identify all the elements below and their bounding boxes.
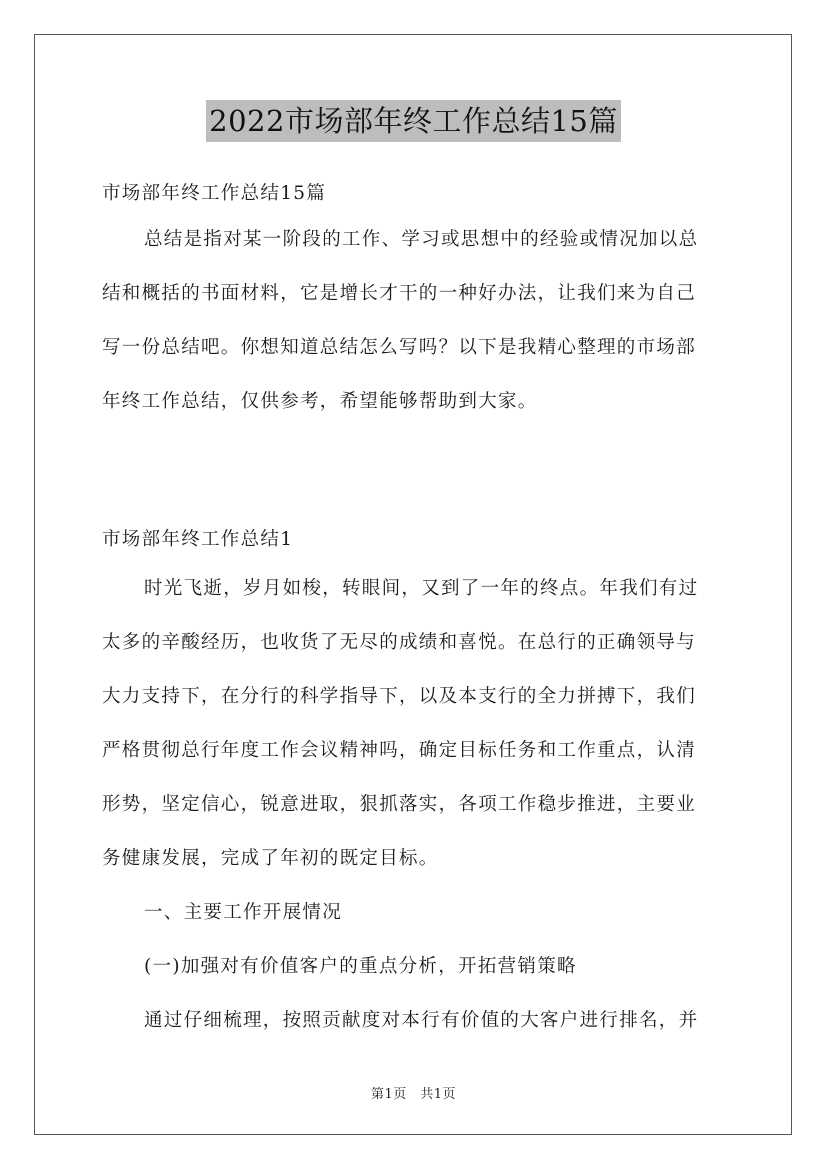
page-footer xyxy=(0,1083,827,1102)
spacer xyxy=(102,429,728,518)
intro-line: 总结是指对某一阶段的工作、学习或思想中的经验或情况加以总 xyxy=(144,229,699,250)
intro-line: 写一份总结吧。你想知道总结怎么写吗？以下是我精心整理的市场部 xyxy=(102,337,697,358)
heading-level-2: (一)加强对有价值客户的重点分析，开拓营销策略 xyxy=(144,956,577,977)
body-paragraph xyxy=(102,562,728,1048)
body-line: 时光飞逝，岁月如梭，转眼间，又到了一年的终点。年我们有过 xyxy=(144,578,699,599)
document-title[interactable]: 2022市场部年终工作总结15篇 xyxy=(206,100,621,142)
intro-line: 结和概括的书面材料，它是增长才干的一种好办法，让我们来为自己 xyxy=(102,283,697,304)
heading-level-1: 一、主要工作开展情况 xyxy=(144,902,343,923)
intro-line: 年终工作总结，仅供参考，希望能够帮助到大家。 xyxy=(102,391,538,412)
body-line: 形势，坚定信心，锐意进取，狠抓落实，各项工作稳步推进，主要业 xyxy=(102,794,697,815)
subtitle: 市场部年终工作总结15篇 xyxy=(102,183,327,204)
page-number: 第1页 共1页 xyxy=(370,1087,457,1102)
body-line: 务健康发展，完成了年初的既定目标。 xyxy=(102,848,439,869)
title-container xyxy=(0,100,827,142)
body-line: 大力支持下，在分行的科学指导下，以及本支行的全力拼搏下，我们 xyxy=(102,686,697,707)
intro-paragraph xyxy=(102,213,728,429)
body-line: 太多的辛酸经历，也收货了无尽的成绩和喜悦。在总行的正确领导与 xyxy=(102,632,697,653)
body-line: 通过仔细梳理，按照贡献度对本行有价值的大客户进行排名，并 xyxy=(144,1010,699,1031)
body-line: 严格贯彻总行年度工作会议精神吗，确定目标任务和工作重点，认清 xyxy=(102,740,697,761)
section-heading: 市场部年终工作总结1 xyxy=(102,529,294,550)
document-body xyxy=(102,175,728,1048)
